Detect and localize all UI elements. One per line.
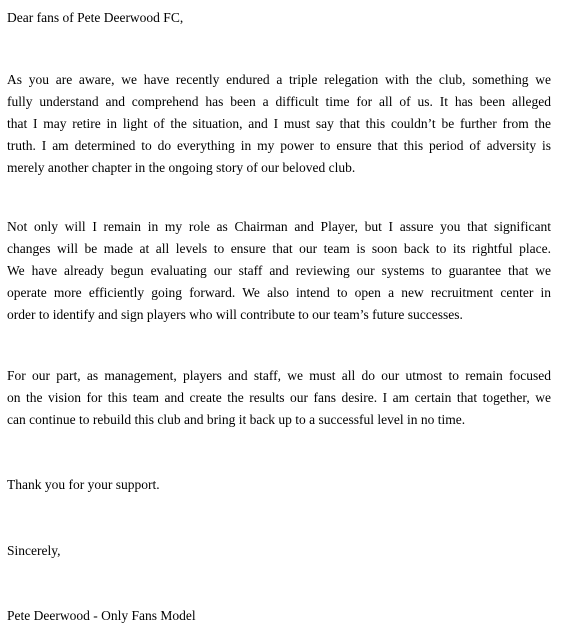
thanks-line: Thank you for your support. (7, 477, 160, 492)
paragraph-1-line-1: As you are aware, we have recently endured a triple relegation with the club, something we (7, 72, 551, 87)
paragraph-1-line-4: truth. I am determined to do everything in my power to ensure that this period of adversity is (7, 138, 551, 153)
closing-line: Sincerely, (7, 543, 61, 558)
paragraph-2-line-5: order to identify and sign players who will contribute to our team’s future successes. (7, 307, 463, 322)
paragraph-1-line-5: merely another chapter in the ongoing story of our beloved club. (7, 160, 356, 175)
paragraph-2-line-2: changes will be made at all levels to ensure that our team is soon back to its rightful place. (7, 241, 551, 256)
paragraph-3-line-3: can continue to rebuild this club and bring it back up to a successful level in no time. (7, 412, 466, 427)
paragraph-1-line-3: that I may retire in light of the situation, and I must say that this couldn’t be further from the (7, 116, 551, 131)
signature-line: Pete Deerwood - Only Fans Model (7, 608, 196, 623)
paragraph-2-line-3: We have already begun evaluating our staff and reviewing our systems to guarantee that we (7, 263, 551, 278)
paragraph-3-line-1: For our part, as management, players and staff, we must all do our utmost to remain focused (7, 368, 551, 383)
paragraph-1-line-2: fully understand and comprehend has been a difficult time for all of us. It has been alleged (7, 94, 551, 109)
salutation: Dear fans of Pete Deerwood FC, (7, 10, 184, 25)
paragraph-3-line-2: on the vision for this team and create the results our fans desire. I am certain that together, we (7, 390, 551, 405)
paragraph-2-line-4: operate more efficiently going forward. We also intend to open a new recruitment center in (7, 285, 551, 300)
paragraph-2-line-1: Not only will I remain in my role as Chairman and Player, but I assure you that significant (7, 219, 551, 234)
